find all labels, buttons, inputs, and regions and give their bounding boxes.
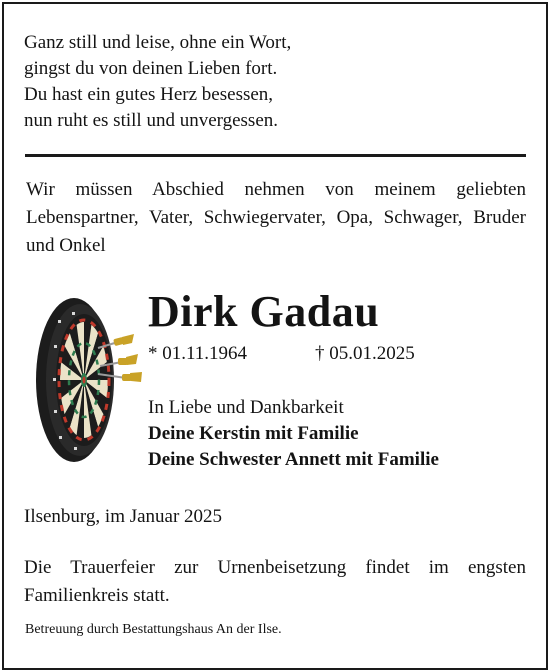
- mourner-line: Deine Kerstin mit Familie: [148, 423, 359, 444]
- place-and-date: Ilsenburg, im Januar 2025: [24, 506, 223, 527]
- farewell-announcement: Wir müssen Abschied nehmen von meinem geliebten Lebenspartner, Vater, Schwiegervater, Opa, Schwager, Bruder und Onkel: [26, 179, 526, 256]
- poem-line: Du hast ein gutes Herz besessen,: [24, 84, 274, 105]
- mourners-block: [148, 395, 439, 473]
- section-divider: [25, 154, 526, 157]
- undertaker-credit: Betreuung durch Bestattungshaus An der Ilse.: [25, 622, 282, 637]
- funeral-notice: Die Trauerfeier zur Urnenbeisetzung findet im engsten Familienkreis statt.: [24, 557, 526, 606]
- poem-line: Ganz still und leise, ohne ein Wort,: [24, 32, 292, 53]
- deceased-name: Dirk Gadau: [148, 287, 380, 336]
- memorial-poem: [24, 30, 291, 134]
- birth-date: * 01.11.1964: [148, 343, 248, 364]
- poem-line: nun ruht es still und unvergessen.: [24, 110, 279, 131]
- dartboard-with-darts-icon: [14, 290, 146, 470]
- death-date: † 05.01.2025: [315, 343, 415, 364]
- mourner-line: Deine Schwester Annett mit Familie: [148, 449, 439, 470]
- mourners-intro: In Liebe und Dankbarkeit: [148, 397, 344, 418]
- poem-line: gingst du von deinen Lieben fort.: [24, 58, 278, 79]
